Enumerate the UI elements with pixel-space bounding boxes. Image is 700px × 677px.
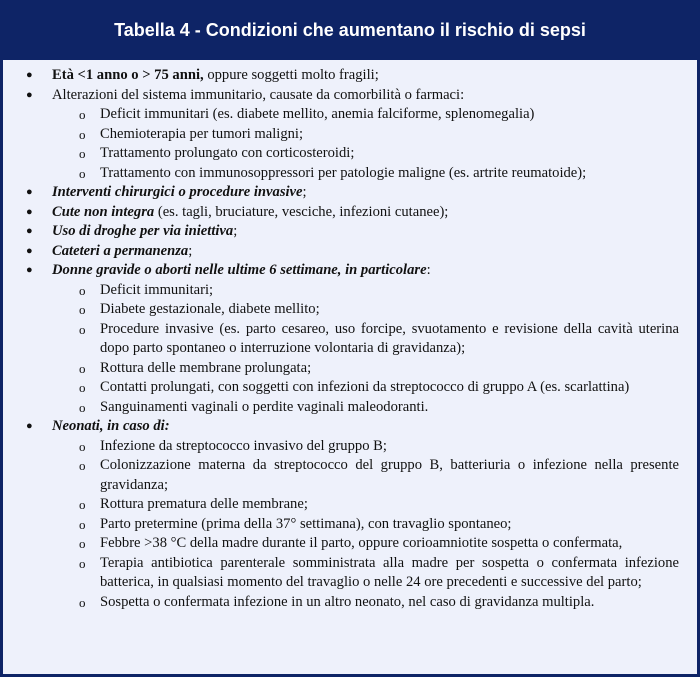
circle-bullet-icon: o [79,438,86,454]
sub-item: o Sospetta o confermata infezione in un altro neonato, nel caso di gravidanza multipla. [52,593,679,613]
circle-bullet-icon: o [79,516,86,532]
circle-bullet-icon: o [79,302,86,317]
circle-bullet-icon: o [79,497,86,512]
conditions-list [23,66,679,612]
circle-bullet-icon: o [79,555,86,571]
bullet-icon: ● [26,264,33,276]
list-item-age [23,66,679,86]
list-item-surgery: ● Interventi chirurgici o procedure invasive; [23,183,679,203]
sub-item: o Chemioterapia per tumori maligni; [52,125,679,145]
item-text: oppure soggetti molto fragili; [203,67,379,83]
bullet-icon: ● [26,420,33,432]
sublist-newborns [52,437,679,613]
circle-bullet-icon: o [79,458,86,473]
circle-bullet-icon: o [79,380,86,395]
circle-bullet-icon: o [79,536,86,551]
table-content [3,60,697,674]
sub-item: o Trattamento prolungato con corticosteroidi; [52,144,679,164]
sublist-pregnant [52,281,679,418]
list-item-newborns [23,417,679,612]
bullet-icon: ● [26,69,33,81]
item-lead: Uso di droghe per via iniettiva [52,223,234,239]
circle-bullet-icon: o [79,399,86,415]
item-lead: Donne gravide o aborti nelle ultime 6 settimane, in particolare [52,262,427,278]
circle-bullet-icon: o [79,146,86,161]
bullet-icon: ● [26,244,33,257]
sub-item: o Terapia antibiotica parenterale somministrata alla madre per sospetta o confermata infezione batterica, in qualsiasi momento del travaglio o nelle 24 ore precedenti e successive del parto; [79,554,679,590]
sub-item: o Infezione da streptococco invasivo del gruppo B; [52,437,679,457]
item-lead: Età <1 anno o > 75 anni, [52,67,204,83]
circle-bullet-icon: o [79,321,86,337]
sub-item: o Febbre >38 °C della madre durante il parto, oppure corioamniotite sospetta o confermata, [52,534,679,554]
circle-bullet-icon: o [79,594,86,610]
item-lead: Cute non integra [52,203,155,220]
item-text: Alterazioni del sistema immunitario, causate da comorbilità o farmaci: [52,86,465,103]
sublist-immune [52,105,679,183]
list-item-skin: ● Cute non integra (es. tagli, bruciature, vesciche, infezioni cutanee); [23,203,679,223]
sub-item: o Deficit immunitari (es. diabete mellito, anemia falciforme, splenomegalia) [52,105,679,125]
list-item-immune [23,86,679,184]
circle-bullet-icon: o [79,107,86,122]
bullet-icon: ● [26,225,33,237]
sub-item: o Sanguinamenti vaginali o perdite vaginali maleodoranti. [52,398,679,418]
sub-item: o Trattamento con immunosoppressori per patologie maligne (es. artrite reumatoide); [52,164,679,184]
circle-bullet-icon: o [79,282,86,298]
item-lead: Cateteri a permanenza [52,242,189,259]
bullet-icon: ● [26,205,33,218]
sub-item: o Colonizzazione materna da streptococco del gruppo B, batteriuria o infezione nella presente gravidanza; [79,457,679,493]
sub-item: o Procedure invasive (es. parto cesareo, uso forcipe, svuotamento e revisione della cavità uterina dopo parto spontaneo o interruzione volontaria di gravidanza); [79,320,679,356]
item-lead: Neonati, in caso di: [52,418,170,434]
table-title: Tabella 4 - Condizioni che aumentano il rischio di sepsi [3,3,697,60]
sub-item: o Rottura delle membrane prolungata; [52,359,679,379]
bullet-icon: ● [26,88,33,101]
list-item-drugs: ● Uso di droghe per via iniettiva; [23,222,679,242]
item-lead: Interventi chirurgici o procedure invasive [52,184,303,200]
circle-bullet-icon: o [79,126,86,142]
sub-item: o Deficit immunitari; [52,281,679,301]
circle-bullet-icon: o [79,360,86,376]
list-item-catheters: ● Cateteri a permanenza; [23,242,679,262]
sub-item: o Contatti prolungati, con soggetti con infezioni da streptococco di gruppo A (es. scarlattina) [52,378,679,398]
sub-item: o Parto pretermine (prima della 37° settimana), con travaglio spontaneo; [52,515,679,535]
sub-item: o Diabete gestazionale, diabete mellito; [52,300,679,320]
bullet-icon: ● [26,186,33,198]
sub-item: o Rottura prematura delle membrane; [52,495,679,515]
list-item-pregnant: ● Donne gravide o aborti nelle ultime 6 settimane, in particolare: o Deficit immunitari; o Diabete gestazionale, diabete mellito; o Procedure invasive (es. parto cesareo, uso forcipe, svuotamento e revisione della cavità uterina dopo parto spontaneo o interruzione volontaria di gravidanza); o Rottura delle membrane prolungata; o Contatti prolungati, con soggetti con infezioni da streptococco di gruppo A (es. scarlattina) o Sanguinamenti vaginali o perdite vaginali maleodoranti. [23,261,679,417]
circle-bullet-icon: o [79,165,86,181]
